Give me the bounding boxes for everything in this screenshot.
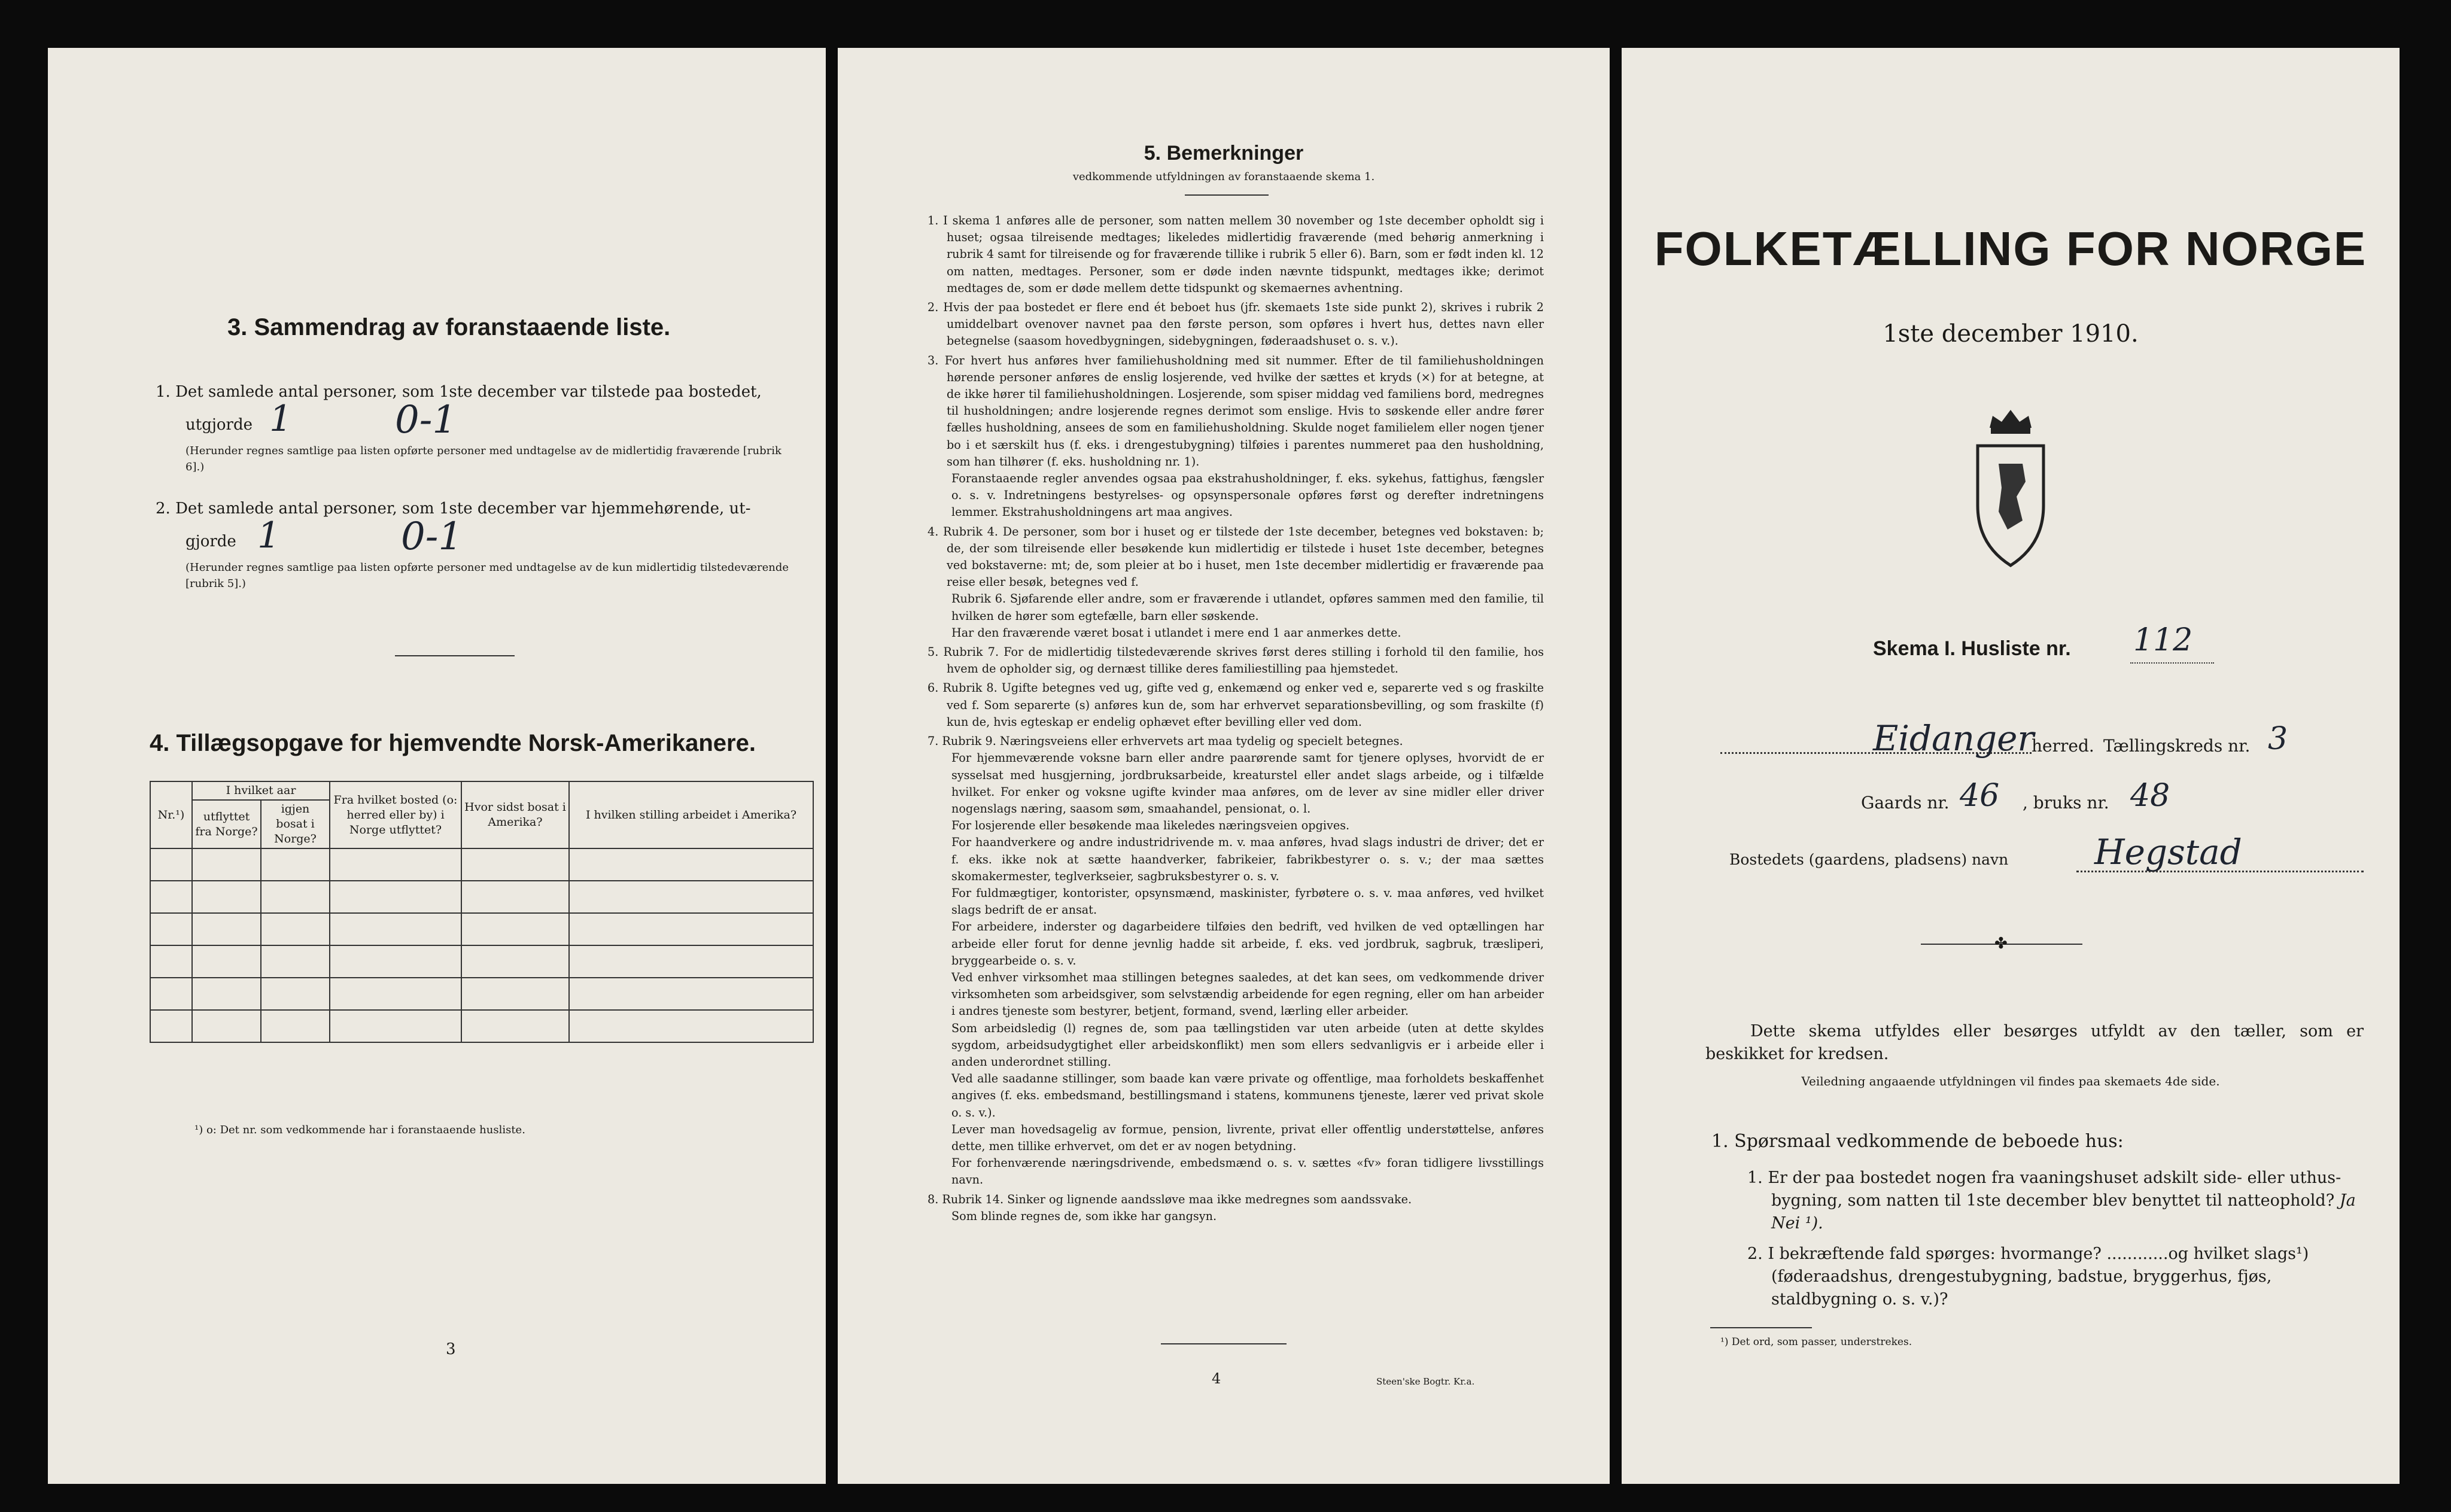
schema-label: Skema I. Husliste nr. [1873,637,2071,660]
item2-text: 2. Det samlede antal personer, som 1ste december var hjemmehørende, ut- [156,500,751,518]
table-row [150,1010,813,1042]
table-row [150,978,813,1010]
section4-title: 4. Tillægsopgave for hjemvendte Norsk-Amerikanere. [150,730,756,756]
divider [1185,194,1269,196]
col-last: Hvor sidst bosat i Amerika? [461,781,569,848]
remark-3b: Foranstaaende regler anvendes ogsaa paa ekstrahusholdninger, f. eks. sykehus, fattighus, fængsler o. s. v. Indretningens bestyrelses- og opsynspersonale opføres først og derefter indretningens lemmer. Ekstrahusholdningens art maa angives. [951,471,1544,519]
husliste-number: 112 [2133,622,2193,658]
census-title: FOLKETÆLLING FOR NORGE [1654,222,2367,275]
bosted-label: Bostedets (gaardens, pladsens) navn [1729,851,2009,868]
ornament-icon: ✤ [1994,935,2008,953]
remark-7i: Ved alle saadanne stillinger, som baade kan være private og offentlige, maa forholdets beskaffenhet angives (f. eks. embedsmand, bestillingsmand i statens, kommunens tjeneste, lærer ved privat skole o. s. v.). [951,1072,1544,1119]
page-number: 4 [1212,1370,1221,1387]
question-1 [1747,1167,2370,1235]
remark-7e: For fuldmægtiger, kontorister, opsynsmænd, maskinister, fyrbøtere o. s. v. maa anføres, ved hvilket slags bedrift de er ansat. [951,886,1544,917]
remark-7b: For hjemmeværende voksne barn eller andre paarørende samt for tjenere oplyses, hvorvidt de er sysselsat med husgjerning, jordbruksarbeide, kreaturstel eller andet slags arbeide, og i tilfælde hvilket. For enker og voksne ugifte kvinder maa anføres, om de lever av sine midler eller driver nogenslags næring, saasom søm, smaahandel, pensionat, o. l. [951,751,1544,816]
remark-7d: For haandverkere og andre industridrivende m. v. maa anføres, hvad slags industri de driver; det er f. eks. ikke nok at sætte haandverker, fabrikeier, fabrikbestyrer o. s. v.; der maa sættes skomakermester, teglverkseier, sagbruksbestyrer o. s. v. [951,835,1544,883]
krets-value: 3 [2268,721,2288,757]
dotted-line [1720,752,2032,754]
intro-text: Dette skema utfyldes eller besørges utfyldt av den tæller, som er beskikket for kredsen. [1705,1022,2364,1063]
page-number: 3 [446,1340,456,1358]
remark-8: 8. Rubrik 14. Sinker og lignende aandssløve maa ikke medregnes som aandssvake. [928,1192,1412,1206]
remark-7f: For arbeidere, inderster og dagarbeidere tilføies den bedrift, ved hvilken de ved optællingen har arbeide eller forut for denne jevnlig hadde sit arbeide, f. eks. ved jordbruk, sagbruk, træsliperi, bryggearbeide o. s. v. [951,920,1544,968]
col-job: I hvilken stilling arbeidet i Amerika? [569,781,813,848]
printer-imprint: Steen'ske Bogtr. Kr.a. [1376,1376,1475,1387]
remark-4c: Har den fraværende været bosat i utlandet i mere end 1 aar anmerkes dette. [951,625,1401,640]
question-1-text: 1. Er der paa bostedet nogen fra vaaningshuset adskilt side- eller uthus-bygning, som natten til 1ste december blev benyttet til natteophold? [1747,1169,2341,1210]
norsk-amerikanere-table [150,781,814,1043]
herred-value: Eidanger [1873,718,2035,759]
col-out: utflyttet fra Norge? [192,800,261,848]
question-1-answer: Ja Nei ¹). [1771,1191,2356,1233]
item1-note: (Herunder regnes samtlige paa listen opførte personer med undtagelse av de midlertidig fraværende [rubrik 6].) [186,445,781,473]
herred-label: herred. [2032,736,2094,756]
remark-3: 3. For hvert hus anføres hver familiehusholdning med sit nummer. Efter de til familiehusholdningen hørende personer anføres de enslig losjerende, ved hvilke der sættes et kryds (×) for at betegne, at de ikke hører til familiehusholdningen. Losjerende, som spiser middag ved familiens bord, medregnes til husholdningen; andre losjerende regnes derimot som enslige. Hvis to søskende eller andre fører fælles husholdning, ansees de som en familiehusholdning. Skulde noget familielem eller nogen tjener bo i et særskilt hus (f. eks. i drengestubygning) tilføies i parentes nummeret paa den husholdning, som han tilhører (f. eks. husholdning nr. 1). [928,353,1544,468]
table-row [150,848,813,881]
divider [1161,1343,1287,1344]
page-3 [48,48,826,1484]
bosted-value: Hegstad [2094,832,2242,872]
intro-note: Veiledning angaaende utfyldningen vil findes paa skemaets 4de side. [1801,1074,2220,1088]
item2-prefix: gjorde [186,533,236,550]
remark-2: 2. Hvis der paa bostedet er flere end ét beboet hus (jfr. skemaets 1ste side punkt 2), skrives i rubrik 2 umiddelbart ovenover navnet paa den første person, som opføres i hvert hus, dettes navn eller betegnelse (saasom hovedbygningen, sidebygningen, føderaadshuset o. s. v.). [928,300,1544,348]
dotted-line [2130,661,2214,664]
remark-7k: For forhenværende næringsdrivende, embedsmænd o. s. v. sættes «fv» foran tidligere livsstillings navn. [951,1156,1544,1187]
question-2: 2. I bekræftende fald spørges: hvormange? ............og hvilket slags¹) (føderaadshus, drengestubygning, badstue, bryggerhus, fjøs, staldbygning o. s. v.)? [1747,1245,2309,1309]
col-nr: Nr.¹) [150,781,192,848]
divider [1710,1327,1812,1328]
table-row [150,881,813,913]
table-row [150,945,813,978]
remark-5: 5. Rubrik 7. For de midlertidig tilstedeværende skrives først deres stilling i forhold til den familie, hos hvem de opholder sig, og dernæst tillike deres familiestilling paa hjemstedet. [928,645,1544,676]
item2-handwritten-total: 0-1 [401,515,463,559]
col-from: Fra hvilket bosted (o: herred eller by) i Norge utflyttet? [330,781,461,848]
item1-handwritten-total: 0-1 [395,398,457,442]
remark-4b: Rubrik 6. Sjøfarende eller andre, som er fraværende i utlandet, opføres sammen med den familie, til hvilken de hører som egtefælle, barn eller søskende. [951,592,1544,623]
remarks-subtitle: vedkommende utfyldningen av foranstaaende skema 1. [1072,171,1375,183]
remark-8b: Som blinde regnes de, som ikke har gangsyn. [951,1209,1217,1223]
bruks-value: 48 [2130,778,2170,814]
section3-title: 3. Sammendrag av foranstaaende liste. [227,314,671,340]
remark-7: 7. Rubrik 9. Næringsveiens eller erhvervets art maa tydelig og specielt betegnes. [928,734,1403,749]
item2-note: (Herunder regnes samtlige paa listen opførte personer med undtagelse av de kun midlertidig tilstedeværende [rubrik 5].) [186,561,789,590]
remark-7g: Ved enhver virksomhet maa stillingen betegnes saaledes, at det kan sees, om vedkommende driver virksomheten som arbeidsgiver, som selvstændig arbeidende for egen regning, eller om han arbeider i andres tjeneste som bestyrer, betjent, formand, svend, lærling eller arbeider. [951,970,1544,1018]
col-back: igjen bosat i Norge? [261,800,330,848]
remark-6: 6. Rubrik 8. Ugifte betegnes ved ug, gifte ved g, enkemænd og enker ved e, separerte ved s og fraskilte ved f. Som separerte (s) anføres kun de, som har erhvervet separationsbevilling, og som fraskilte (f) kun de, hvis egteskap er endelig ophævet efter bevilling eller ved dom. [928,681,1544,729]
item1-handwritten-count: 1 [269,398,293,440]
questions-title: 1. Spørsmaal vedkommende de beboede hus: [1711,1131,2124,1152]
gaards-value: 46 [1960,778,2000,814]
remark-7c: For losjerende eller besøkende maa likeledes næringsveien opgives. [951,819,1350,833]
remarks-body [928,212,1544,1225]
remark-7j: Lever man hovedsagelig av formue, pension, livrente, privat eller offentlig understøttelse, anføres dette, men tillike erhvervet, om det er av nogen betydning. [951,1122,1544,1153]
bruks-label: , bruks nr. [2023,793,2109,813]
table-row [150,913,813,945]
item1-prefix: utgjorde [186,416,253,434]
coat-of-arms-icon [1966,392,2055,571]
census-date: 1ste december 1910. [1883,320,2139,348]
remarks-title: 5. Bemerkninger [1144,142,1304,165]
dotted-line [2076,871,2364,872]
page-4 [838,48,1610,1484]
section4-footnote: ¹) o: Det nr. som vedkommende har i foranstaaende husliste. [194,1124,525,1136]
remark-7h: Som arbeidsledig (l) regnes de, som paa tællingstiden var uten arbeide (uten at dette skyldes sygdom, arbeidsudygtighet eller arbeidskonflikt) men som ellers sedvanligvis er i arbeide eller i anden underordnet stilling. [951,1021,1544,1069]
item1-text: 1. Det samlede antal personer, som 1ste december var tilstede paa bostedet, [156,383,762,401]
page-1 [1622,48,2400,1484]
divider [395,655,515,656]
krets-label: Tællingskreds nr. [2103,736,2251,756]
footnote: ¹) Det ord, som passer, understrekes. [1720,1336,1912,1348]
gaards-label: Gaards nr. [1861,793,1950,813]
col-year-group: I hvilket aar [192,781,330,800]
remark-4: 4. Rubrik 4. De personer, som bor i huset og er tilstede der 1ste december, betegnes ved bokstaven: b; de, der som tilreisende eller besøkende kun midlertidig er tilstede i huset 1ste december, betegnes ved bokstaverne: mt; de, som pleier at bo i huset, men 1ste december midlertidig er fraværende paa reise eller besøk, betegnes ved f. [928,524,1544,589]
item2-handwritten-count: 1 [257,515,281,556]
remark-1: 1. I skema 1 anføres alle de personer, som natten mellem 30 november og 1ste december opholdt sig i huset; ogsaa tilreisende medtages; likeledes midlertidig fraværende (med behørig anmerkning i rubrik 4 samt for tilreisende og for fraværende tillike i rubrik 5 eller 6). Barn, som er født inden kl. 12 om natten, medtages. Personer, som er døde inden nævnte tidspunkt, medtages ikke; derimot medtages de, som er døde mellem dette tidspunkt og skemaernes avhentning. [928,214,1544,295]
